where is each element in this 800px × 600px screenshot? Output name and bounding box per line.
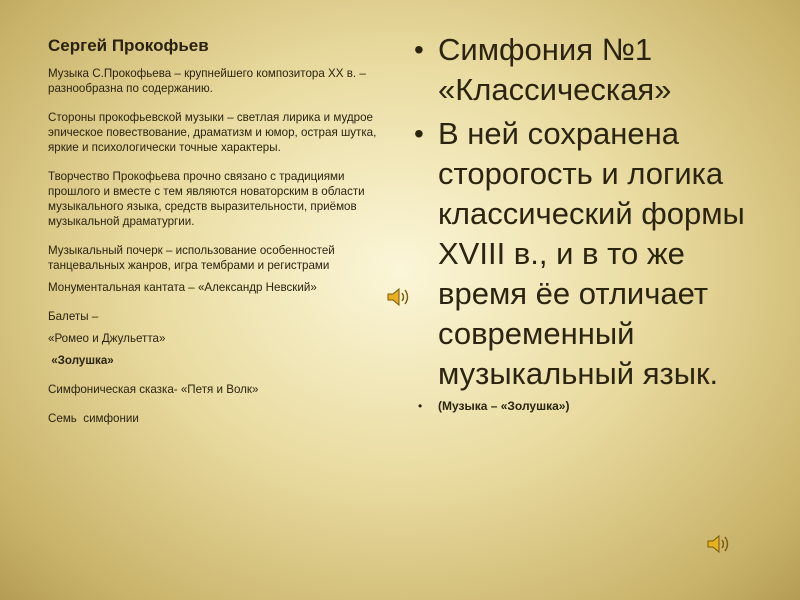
- speaker-icon[interactable]: [386, 286, 412, 308]
- bullet-text-2: В ней сохранена сторогость и логика классический формы XVIII в., и в то же время ёе отличает современный музыкальный язык.: [438, 116, 745, 391]
- bullet-marker: •: [414, 118, 424, 149]
- bullet-item-1: [410, 30, 770, 110]
- paragraph-2: Стороны прокофьевской музыки – светлая лирика и мудрое эпическое повествование, драматизм и юмор, острая шутка, яркие и психологически точные характеры.: [48, 111, 377, 154]
- paragraph-5: Монументальная кантата – «Александр Невский»: [48, 281, 317, 294]
- bullet-marker: •: [414, 34, 424, 65]
- speaker-icon[interactable]: [706, 533, 732, 555]
- paragraph-1: Музыка С.Прокофьева – крупнейшего композитора XX в. – разнообразна по содержанию.: [48, 67, 366, 95]
- bullet-marker: •: [418, 399, 423, 413]
- right-column: [410, 30, 770, 414]
- paragraph-9: Симфоническая сказка- «Петя и Волк»: [48, 383, 259, 396]
- paragraph-8: «Золушка»: [48, 354, 114, 367]
- paragraph-7: «Ромео и Джульетта»: [48, 332, 166, 345]
- left-column: [48, 36, 378, 426]
- bullet-item-2: [410, 114, 770, 394]
- paragraph-3: Творчество Прокофьева прочно связано с традициями прошлого и вместе с тем являются новаторским в области музыкального языка, средств выразительности, приёмов музыкальной драматургии.: [48, 170, 365, 228]
- paragraph-6: Балеты –: [48, 310, 99, 323]
- paragraph-4: Музыкальный почерк – использование особенностей танцевальных жанров, игра тембрами и регистрами: [48, 244, 335, 272]
- bullet-item-3: [410, 398, 770, 414]
- paragraph-10: Семь симфонии: [48, 412, 139, 425]
- bullet-text-3: (Музыка – «Золушка»): [438, 399, 570, 413]
- slide-title: Сергей Прокофьев: [48, 36, 209, 55]
- bullet-text-1: Симфония №1 «Классическая»: [438, 32, 672, 107]
